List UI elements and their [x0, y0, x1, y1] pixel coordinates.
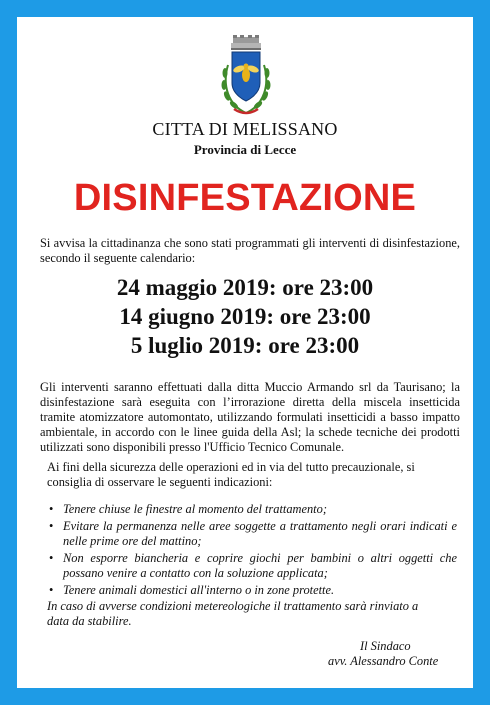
- notice-title: DISINFESTAZIONE: [73, 177, 417, 219]
- province-name: Provincia di Lecce: [193, 142, 297, 157]
- intro-paragraph: Si avvisa la cittadinanza che sono stati programmati gli interventi di disinfestazione, secondo il seguente calendario:: [40, 236, 460, 265]
- details-paragraph: Gli interventi saranno effettuati dalla ditta Muccio Armando srl da Taurisano; la disinfestazione sarà eseguita con l’irrorazione diretta della miscela insetticida tramite atomizzatore automontato, utilizzando formulati insetticidi a basso impatto ambientale, in accordo con le linee guida della Asl; la schede tecniche dei prodotti utilizzati sono disponibili presso l'Ufficio Tecnico Comunale.: [40, 380, 460, 454]
- rule-item: • Tenere chiuse le finestre al momento del trattamento;: [47, 502, 457, 517]
- schedule-date: 5 luglio 2019: ore 23:00: [130, 333, 360, 358]
- schedule-date: 14 giugno 2019: ore 23:00: [119, 304, 371, 329]
- weather-note: In caso di avverse condizioni metereologiche il trattamento sarà rinviato a data da stabilire.: [47, 599, 419, 628]
- advice-intro: Ai fini della sicurezza delle operazioni ed in via del tutto precauzionale, si consiglia di osservare le seguenti indicazioni:: [47, 460, 415, 489]
- signature-name: avv. Alessandro Conte: [328, 654, 439, 668]
- rule-item: • Evitare la permanenza nelle aree soggette a trattamento negli orari indicati e nelle prime ore del mattino;: [47, 519, 457, 549]
- rule-item: • Tenere animali domestici all'interno o in zone protette.: [47, 583, 457, 598]
- notice-sheet: [17, 17, 473, 688]
- rules-list: [47, 502, 457, 600]
- signature-role: Il Sindaco: [360, 639, 411, 653]
- rule-item: • Non esporre biancheria e coprire giochi per bambini o altri oggetti che possano venire a contatto con la soluzione applicata;: [47, 551, 457, 581]
- schedule-date: 24 maggio 2019: ore 23:00: [116, 275, 374, 300]
- city-name: CITTA DI MELISSANO: [152, 119, 338, 139]
- schedule-dates: [17, 273, 473, 360]
- signature-block: [257, 639, 441, 669]
- municipal-crest-icon: [220, 35, 272, 119]
